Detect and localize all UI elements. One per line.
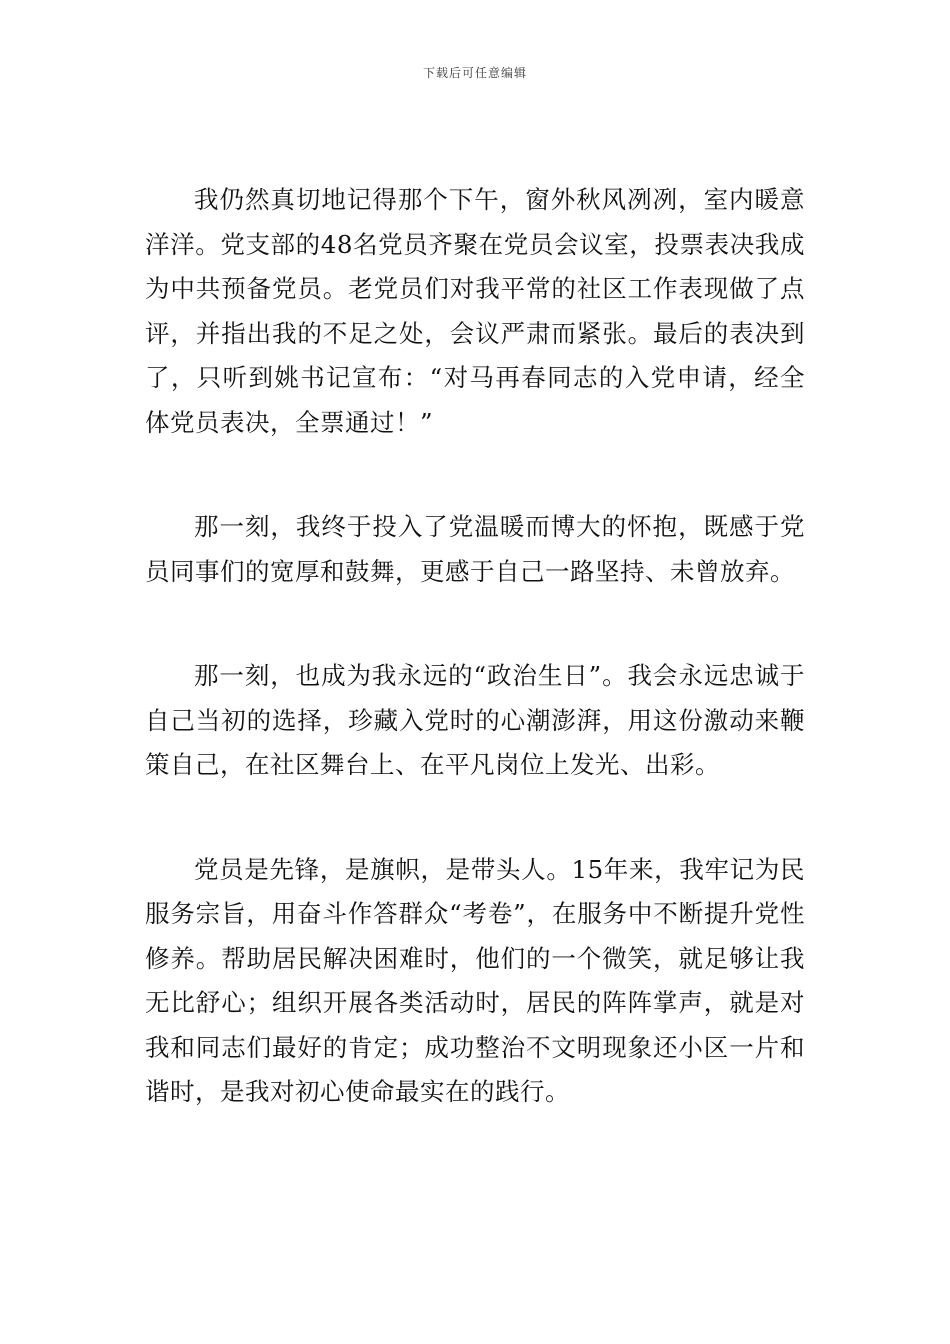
paragraph-3: 那一刻，也成为我永远的“政治生日”。我会永远忠诚于自己当初的选择，珍藏入党时的心潮澎湃，用这份激动来鞭策自己，在社区舞台上、在平凡岗位上发光、出彩。	[145, 661, 805, 779]
document-body	[145, 178, 805, 1115]
paragraph-1: 我仍然真切地记得那个下午，窗外秋风冽冽，室内暖意洋洋。党支部的48名党员齐聚在党员会议室，投票表决我成为中共预备党员。老党员们对我平常的社区工作表现做了点评，并指出我的不足之处，会议严肃而紧张。最后的表决到了，只听到姚书记宣布：“对马再春同志的入党申请，经全体党员表决，全票通过！”	[145, 185, 805, 437]
paragraph-2: 那一刻，我终于投入了党温暖而博大的怀抱，既感于党员同事们的宽厚和鼓舞，更感于自己一路坚持、未曾放弃。	[145, 512, 805, 586]
paragraph-4: 党员是先锋，是旗帜，是带头人。15年来，我牢记为民服务宗旨，用奋斗作答群众“考卷”，在服务中不断提升党性修养。帮助居民解决困难时，他们的一个微笑，就足够让我无比舒心；组织开展各类活动时，居民的阵阵掌声，就是对我和同志们最好的肯定；成功整治不文明现象还小区一片和谐时，是我对初心使命最实在的践行。	[145, 854, 805, 1106]
page-header-note: 下载后可任意编辑	[422, 66, 527, 80]
